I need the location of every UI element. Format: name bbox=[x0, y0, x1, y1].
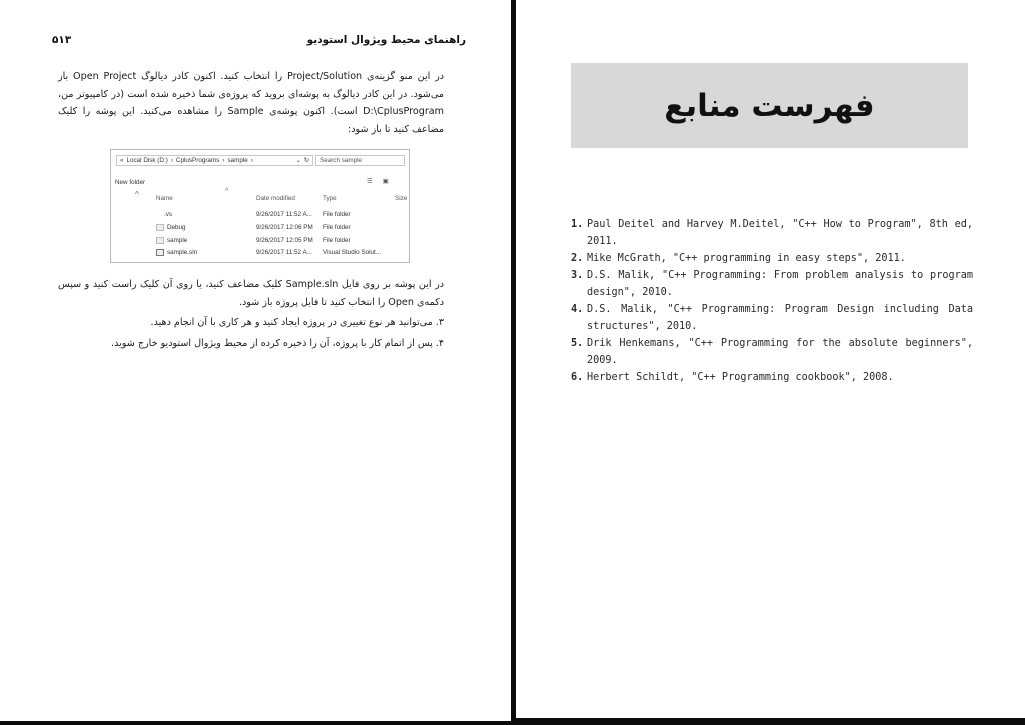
step-text: می‌توانید هر نوع تغییری در پروژه ایجاد کنید و هر کاری با آن انجام دهید. bbox=[150, 317, 433, 328]
column-type: Type bbox=[323, 195, 337, 202]
reference-text: Paul Deitel and Harvey M.Deitel, "C++ How to Program", 8th ed, 2011. bbox=[587, 219, 973, 247]
running-head bbox=[52, 34, 466, 46]
reference-number: 6. bbox=[571, 372, 584, 383]
page-number: ۵۱۳ bbox=[52, 34, 72, 46]
step-number: ۴. bbox=[435, 337, 444, 349]
reference-text: D.S. Malik, "C++ Programming: From problem analysis to program design", 2010. bbox=[587, 270, 973, 298]
file-type: File folder bbox=[323, 224, 351, 231]
reference-text: Mike McGrath, "C++ programming in easy steps", 2011. bbox=[587, 253, 906, 264]
sort-icon: ^ bbox=[225, 188, 229, 195]
address-folder: CplusPrograms bbox=[175, 157, 220, 164]
file-row bbox=[111, 237, 409, 249]
step-text: پس از اتمام کار با پروژه، آن را ذخیره کرده از محیط ویژوال استودیو خارج شوید. bbox=[111, 337, 433, 349]
list-item bbox=[571, 216, 973, 250]
reference-number: 2. bbox=[571, 253, 584, 264]
list-item bbox=[58, 335, 444, 353]
paragraph-open-solution bbox=[58, 276, 444, 352]
file-explorer-figure bbox=[110, 149, 410, 263]
chapter-banner bbox=[571, 63, 968, 148]
file-name: sample bbox=[167, 237, 188, 245]
solution-file-icon bbox=[156, 249, 164, 256]
chapter-title: فهرست منابع bbox=[664, 87, 875, 124]
column-name: Name bbox=[156, 195, 173, 202]
reference-number: 1. bbox=[571, 219, 584, 230]
collapse-icon: ^ bbox=[135, 190, 139, 199]
list-item bbox=[571, 301, 973, 335]
running-head-title: راهنمای محیط ویژوال استودیو bbox=[306, 34, 466, 46]
file-name: .vs bbox=[164, 211, 173, 218]
file-type: Visual Studio Solut... bbox=[323, 249, 381, 256]
address-drive: Local Disk (D:) bbox=[126, 157, 168, 164]
folder-icon bbox=[156, 224, 164, 231]
column-size: Size bbox=[395, 195, 408, 202]
file-date: 9/26/2017 11:52 A... bbox=[256, 249, 312, 256]
address-current: sample bbox=[227, 157, 248, 164]
list-item bbox=[58, 314, 444, 332]
file-type: File folder bbox=[323, 211, 351, 218]
step-number: ۳. bbox=[435, 317, 444, 328]
file-row bbox=[111, 224, 409, 236]
list-item bbox=[571, 267, 973, 301]
file-name: sample.sln bbox=[167, 249, 198, 257]
chevron-right-icon: › bbox=[222, 157, 225, 164]
preview-pane-icon: ▣ bbox=[382, 178, 389, 185]
address-bar bbox=[116, 155, 313, 166]
file-name: Debug bbox=[167, 224, 186, 232]
list-item bbox=[571, 335, 973, 369]
file-date: 9/26/2017 12:05 PM bbox=[256, 237, 313, 244]
search-box: Search sample bbox=[315, 155, 405, 166]
file-type: File folder bbox=[323, 237, 351, 244]
list-item bbox=[571, 250, 973, 267]
folder-icon bbox=[156, 237, 164, 244]
reference-text: Herbert Schildt, "C++ Programming cookbook", 2008. bbox=[587, 372, 894, 383]
reference-text: D.S. Malik, "C++ Programming: Program Design including Data structures", 2010. bbox=[587, 304, 973, 332]
view-options-icon: ☰ bbox=[367, 178, 373, 185]
reference-number: 3. bbox=[571, 270, 584, 281]
file-date: 9/26/2017 12:06 PM bbox=[256, 224, 313, 231]
column-date: Date modified bbox=[256, 195, 295, 202]
file-row bbox=[111, 211, 409, 223]
chevron-right-icon: › bbox=[170, 157, 173, 164]
left-page bbox=[0, 0, 511, 721]
reference-list bbox=[571, 216, 973, 386]
list-item bbox=[571, 369, 973, 386]
refresh-icon: ↻ bbox=[303, 157, 309, 164]
chevron-right-icon: › bbox=[250, 157, 253, 164]
chevron-down-icon: ⌄ bbox=[295, 157, 301, 164]
right-page bbox=[516, 0, 1025, 718]
file-date: 9/26/2017 11:52 A... bbox=[256, 211, 312, 218]
new-folder-label: New folder bbox=[115, 179, 146, 186]
reference-text: Drik Henkemans, "C++ Programming for the absolute beginners", 2009. bbox=[587, 338, 973, 366]
paragraph-text: در این پوشه بر روی فایل Sample.sln کلیک مضاعف کنید، یا روی آن کلیک راست کنید و سپس دکمه‌ی Open را انتخاب کنید تا فایل پروژه باز شود. bbox=[58, 279, 444, 308]
reference-number: 5. bbox=[571, 338, 584, 349]
address-back: « bbox=[120, 157, 124, 164]
file-row bbox=[111, 249, 409, 261]
reference-number: 4. bbox=[571, 304, 584, 315]
paragraph-open-project: در این منو گزینه‌ی Project/Solution را انتخاب کنید. اکنون کادر دیالوگ Open Project باز می‌شود. در این کادر دیالوگ به پوشه‌ای بروید که پروژه‌ی شما ذخیره شده است (در کامپیوتر من، D:\CplusProgram است). اکنون پوشه‌ی Sample را مشاهده می‌کنید. این پوشه را کلیک مضاعف کنید تا باز شود: bbox=[58, 71, 445, 135]
